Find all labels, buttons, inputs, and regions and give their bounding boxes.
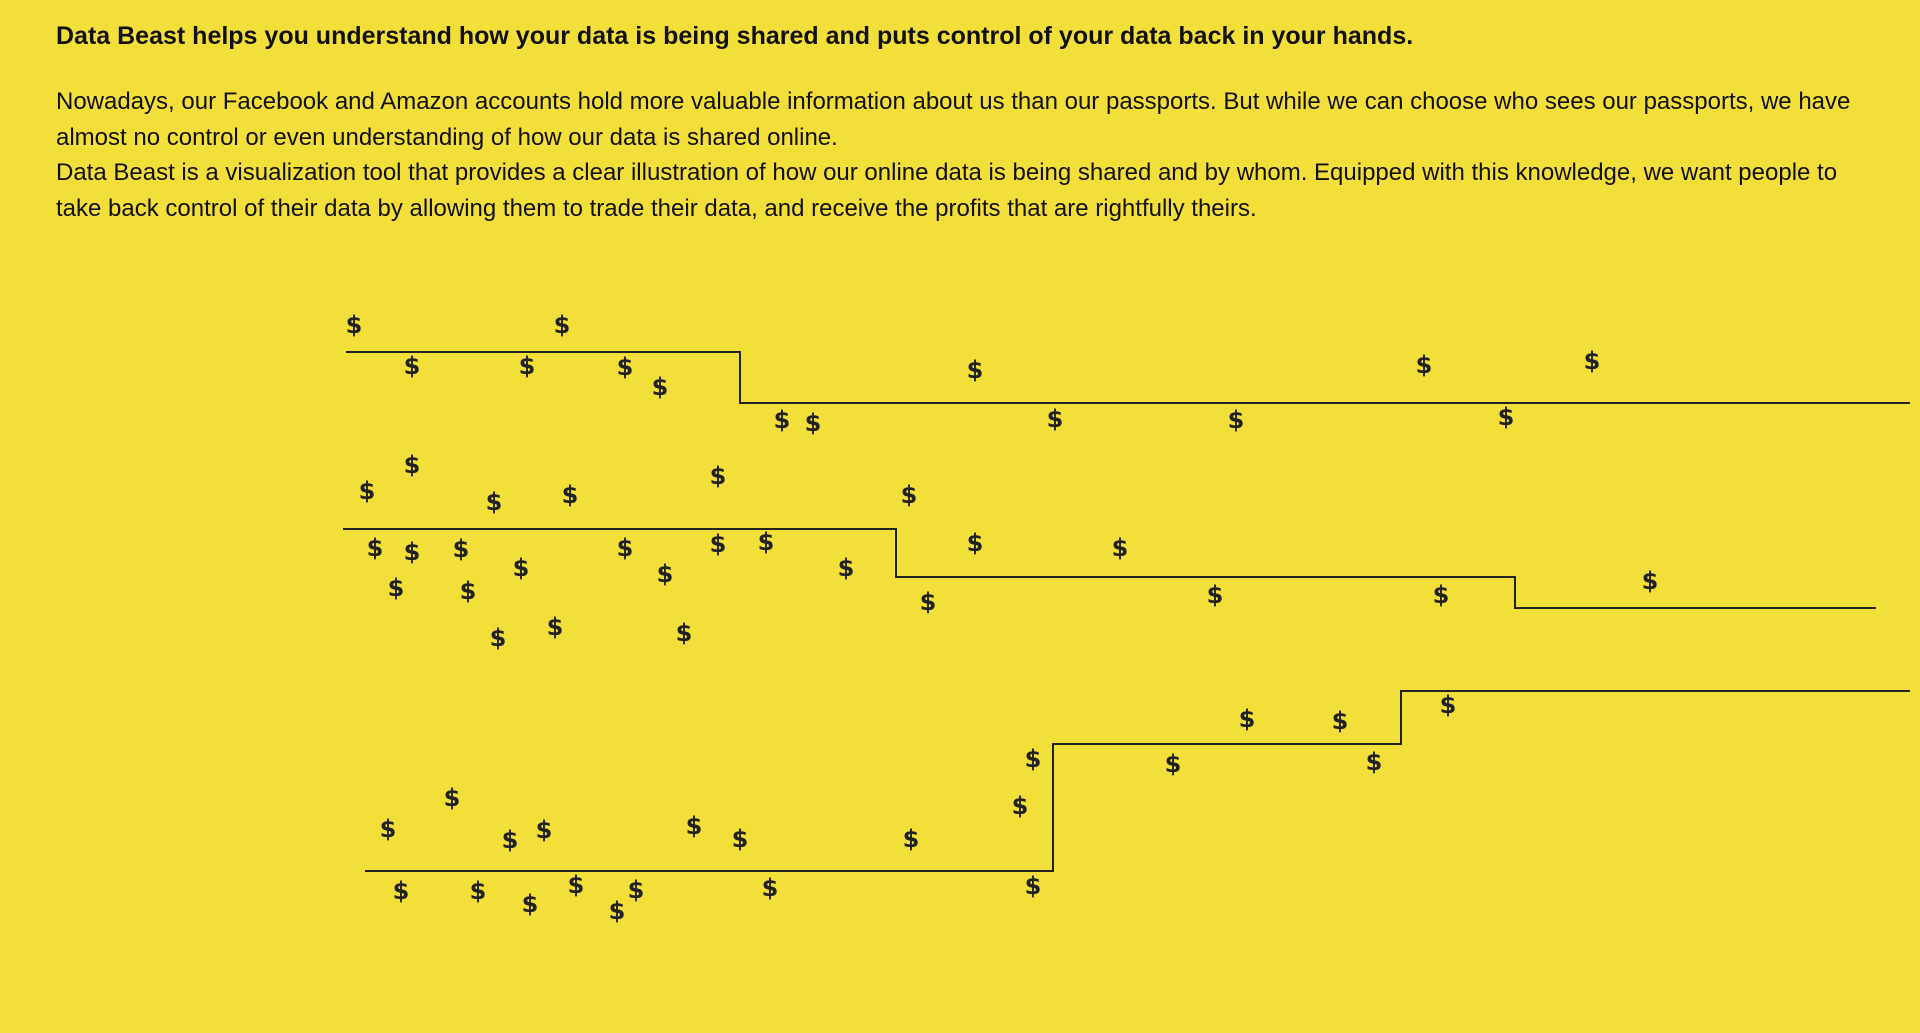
dollar-sign: $ bbox=[1227, 406, 1245, 434]
dollar-sign: $ bbox=[521, 890, 539, 918]
dollar-sign: $ bbox=[452, 535, 470, 563]
step-line-3 bbox=[365, 691, 1910, 871]
dollar-sign: $ bbox=[403, 538, 421, 566]
dollar-sign: $ bbox=[656, 560, 674, 588]
dollar-sign: $ bbox=[366, 534, 384, 562]
intro-paragraph-2: Data Beast is a visualization tool that provides a clear illustration of how our online data is being shared and by whom. Equipped with this knowledge, we want people to take back control of their data by allowing them to trade their data, and receive the profits that are rightfully theirs. bbox=[56, 159, 1838, 222]
dollar-sign: $ bbox=[345, 311, 363, 339]
step-line-1 bbox=[346, 352, 1910, 403]
dollar-sign: $ bbox=[616, 534, 634, 562]
dollar-sign: $ bbox=[1164, 750, 1182, 778]
dollar-sign: $ bbox=[535, 816, 553, 844]
dollar-sign: $ bbox=[1024, 745, 1042, 773]
dollar-sign: $ bbox=[1024, 872, 1042, 900]
dollar-sign: $ bbox=[403, 451, 421, 479]
intro-paragraph-1: Nowadays, our Facebook and Amazon accounts hold more valuable information about us than our passports. But while we can choose who sees our passports, we have almost no control or even understanding of how our data is shared online. bbox=[56, 88, 1851, 151]
dollar-sign: $ bbox=[685, 812, 703, 840]
dollar-sign: $ bbox=[489, 624, 507, 652]
dollar-sign: $ bbox=[608, 897, 626, 925]
dollar-sign: $ bbox=[1011, 792, 1029, 820]
dollar-sign: $ bbox=[443, 784, 461, 812]
dollar-sign: $ bbox=[392, 877, 410, 905]
dollar-sign: $ bbox=[1641, 567, 1659, 595]
dollar-sign: $ bbox=[518, 352, 536, 380]
dollar-sign: $ bbox=[553, 311, 571, 339]
dollar-sign: $ bbox=[757, 528, 775, 556]
dollar-sign: $ bbox=[1238, 705, 1256, 733]
dollar-sign: $ bbox=[561, 481, 579, 509]
dollar-sign: $ bbox=[403, 352, 421, 380]
dollar-sign: $ bbox=[1111, 534, 1129, 562]
dollar-sign: $ bbox=[773, 406, 791, 434]
dollar-sign: $ bbox=[1432, 581, 1450, 609]
dollar-sign: $ bbox=[804, 409, 822, 437]
dollar-sign: $ bbox=[627, 876, 645, 904]
dollar-sign: $ bbox=[379, 815, 397, 843]
dollar-sign: $ bbox=[731, 825, 749, 853]
dollar-sign: $ bbox=[1206, 581, 1224, 609]
dollar-sign: $ bbox=[651, 373, 669, 401]
dollar-sign: $ bbox=[459, 577, 477, 605]
dollar-sign: $ bbox=[919, 588, 937, 616]
dollar-sign: $ bbox=[616, 353, 634, 381]
dollar-sign: $ bbox=[966, 356, 984, 384]
dollar-sign: $ bbox=[567, 871, 585, 899]
dollar-sign: $ bbox=[387, 574, 405, 602]
dollar-sign: $ bbox=[358, 477, 376, 505]
dollar-sign: $ bbox=[546, 613, 564, 641]
dollar-sign: $ bbox=[709, 462, 727, 490]
dollar-sign: $ bbox=[1497, 403, 1515, 431]
dollar-sign: $ bbox=[1365, 748, 1383, 776]
dollar-sign: $ bbox=[966, 529, 984, 557]
dollar-sign: $ bbox=[902, 825, 920, 853]
dollar-sign: $ bbox=[675, 619, 693, 647]
dollar-sign: $ bbox=[837, 554, 855, 582]
dollar-sign: $ bbox=[1439, 691, 1457, 719]
dollar-sign: $ bbox=[501, 826, 519, 854]
dollar-sign: $ bbox=[1415, 351, 1433, 379]
headline: Data Beast helps you understand how your data is being shared and puts control of your data back in your hands. bbox=[56, 22, 1414, 50]
dollar-sign: $ bbox=[1583, 347, 1601, 375]
dollar-sign: $ bbox=[469, 877, 487, 905]
dollar-sign: $ bbox=[900, 481, 918, 509]
dollar-sign: $ bbox=[761, 874, 779, 902]
dollar-sign: $ bbox=[709, 530, 727, 558]
dollar-sign: $ bbox=[512, 554, 530, 582]
dollar-sign: $ bbox=[1331, 707, 1349, 735]
dollar-sign: $ bbox=[485, 488, 503, 516]
dollar-sign: $ bbox=[1046, 405, 1064, 433]
